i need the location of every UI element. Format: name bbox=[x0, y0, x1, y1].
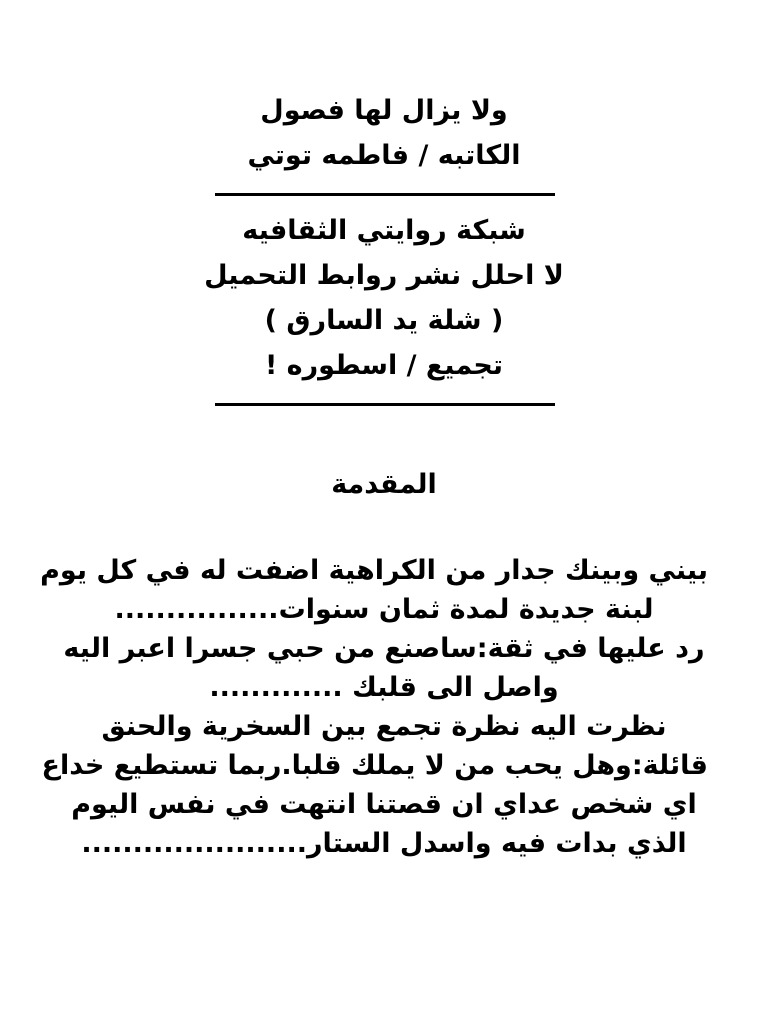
network-name: شبكة روايتي الثقافيه bbox=[242, 215, 526, 246]
intro-line: بيني وبينك جدار من الكراهية اضفت له في كل يوم bbox=[40, 555, 708, 586]
compiled-by: تجميع / اسطوره ! bbox=[264, 350, 504, 381]
divider-top bbox=[215, 193, 555, 196]
author-line: الكاتبه / فاطمه توتي bbox=[247, 140, 521, 171]
intro-line: لبنة جديدة لمدة ثمان سنوات................ bbox=[114, 594, 654, 625]
intro-line: الذي بدات فيه واسدل الستار...................... bbox=[81, 828, 687, 859]
notice-line: لا احلل نشر روابط التحميل bbox=[204, 260, 564, 291]
intro-line: رد عليها في ثقة:ساصنع من حبي جسرا اعبر اليه bbox=[63, 633, 705, 664]
divider-bottom bbox=[215, 403, 555, 406]
intro-line: واصل الى قلبك ............. bbox=[209, 672, 559, 703]
intro-line: اي شخص عداي ان قصتنا انتهت في نفس اليوم bbox=[71, 789, 697, 820]
header-block bbox=[0, 88, 768, 178]
info-block bbox=[0, 208, 768, 388]
intro-heading: المقدمة bbox=[331, 469, 437, 500]
intro-body bbox=[40, 551, 708, 863]
group-name: ( شلة يد السارق ) bbox=[264, 305, 504, 336]
intro-line: قائلة:وهل يحب من لا يملك قلبا.ربما تستطيع خداع bbox=[41, 750, 708, 781]
book-title: ولا يزال لها فصول bbox=[260, 95, 508, 126]
intro-line: نظرت اليه نظرة تجمع بين السخرية والحنق bbox=[101, 711, 667, 742]
